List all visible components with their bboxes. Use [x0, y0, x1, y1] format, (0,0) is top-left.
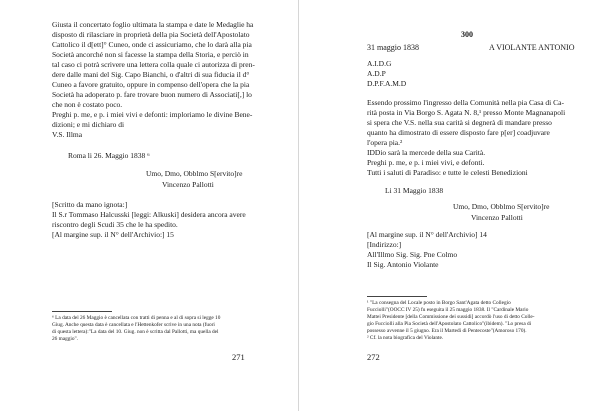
invocation: D.P.F.A.M.D: [367, 79, 407, 88]
body-line: disposto di rilasciare in proprietà della pia Società dell'Apostolato: [52, 30, 250, 39]
body-line: Cuneo a favore gratuito, oppure in compenso dell'opera che la pia: [52, 80, 250, 89]
signature-closing: Umo, Dmo, Obblmo S[ervito]re: [453, 202, 550, 211]
editorial-note: [Indirizzo:]: [367, 240, 402, 249]
body-line: rità posta in Via Borgo S. Agata N. 8,¹ presso Monte Magnanapoli: [367, 108, 566, 117]
signature-name: Vincenzo Pallotti: [471, 213, 523, 222]
body-line: Società ancorché non si facesse la stampa della Storia, e perciò in: [52, 50, 249, 59]
letter-header-date: 31 maggio 1838: [367, 43, 419, 52]
letter-number: 300: [461, 30, 473, 39]
body-line: dere dalle mani del Sig. Capo Bianchi, o d'altri di sua fiducia il d°: [52, 70, 250, 79]
invocation: A.I.D.G: [367, 59, 392, 68]
footnote-line: 26 maggio".: [52, 336, 78, 342]
body-line: IDDio sarà la mercede della sua Carità.: [367, 148, 486, 157]
body-line: dizioni; e mi dichiaro di: [52, 120, 125, 129]
editorial-note: Il Sig. Antonio Violante: [367, 260, 439, 269]
left-page: [0, 0, 298, 411]
letter-date: Li 31 Maggio 1838: [385, 186, 444, 195]
invocation: A.D.P: [367, 69, 386, 78]
editorial-note: [Scritto da mano ignota:]: [52, 200, 128, 209]
signature-closing: Umo, Dmo, Obblmo S[ervito]re: [146, 169, 243, 178]
right-page: [299, 0, 597, 411]
footnote-line: Giug. Anche questa data è cancellata e l'Hettenkofer scrive in una nota (fuori: [52, 322, 215, 328]
letter-date: Roma li 26. Maggio 1838 ⁶: [68, 151, 150, 160]
body-line: Giusta il concertato foglio ultimata la stampa e date le Medaglie ha: [52, 20, 254, 29]
footnote-line: ¹ "La consegna del Locale posto in Borgo Sant'Agata detto Collegio: [367, 300, 511, 306]
letter-recipient: A VIOLANTE ANTONIO: [489, 43, 575, 52]
body-line: l'opera pia.²: [367, 138, 403, 147]
footnote-line: Mattei Presidente [della Commissione dei sussidi] accordò l'uso di detto Colle-: [367, 314, 535, 320]
body-line: quanto ha dimostrato di essere disposto fare p[er] coadjuvare: [367, 128, 550, 137]
body-line: si spera che V.S. nella sua carità si degnerà di mandare presso: [367, 118, 552, 127]
signature-name: Vincenzo Pallotti: [162, 180, 214, 189]
editorial-note: Il S.r Tommaso Halcusski [leggi: Alkuski] desidera ancora avere: [52, 210, 246, 219]
editorial-note: All'Illmo Sig. Sig. Pne Colmo: [367, 250, 458, 259]
editorial-note: riscontro degli Scudi 35 che le ha spedito.: [52, 220, 178, 229]
editorial-note: [Al margine sup. il N° dell'Archivio] 14: [367, 230, 487, 239]
page-number: 271: [232, 352, 245, 362]
body-line: Essendo prossimo l'ingresso della Comunità nella pia Casa di Ca-: [367, 98, 564, 107]
page-number: 272: [367, 352, 380, 362]
editorial-note: [Al margine sup. il N° dell'Archivio:] 15: [52, 230, 174, 239]
footnote-line: gio Fucciolli alla Pia Società dell'Apostolato Cattolico"(ibidem). "Lo presa di: [367, 321, 532, 327]
footnote-line: di questa lettera):"La data del 10. Giug. non è scritta dal Pallotti, ma quella del: [52, 329, 219, 335]
body-line: tal caso ci potrà scrivere una lettera colla quale ci autorizza di pren-: [52, 60, 255, 69]
body-line: Tutti i saluti di Paradiso: e tutte le celesti Benedizioni: [367, 168, 528, 177]
body-line: V.S. Illma: [52, 130, 83, 139]
body-line: Preghi p. me, e p. i miei vivi, e defonti.: [367, 158, 485, 167]
footnote-rule: [52, 311, 112, 312]
body-line: che non è costato poco.: [52, 100, 123, 109]
footnote-rule: [367, 296, 427, 297]
footnote-line: Fucciolli"(OOCC IV 25) fu eseguita il 25 maggio 1838. Il "Cardinale Mario: [367, 307, 529, 313]
body-line: Cattolico il d[ett]° Cuneo, onde ci assicuriamo, che lo darà alla pia: [52, 40, 252, 49]
body-line: Società ha adoperato p. fare trovare buon numero di Associati[,] lo: [52, 90, 252, 99]
footnote-line: ⁶ La data del 26 Maggio è cancellata con tratti di penna e al di sopra si legge 10: [52, 315, 221, 321]
footnote-line: possesso avvenne il 5 giugno. Era il Martedì di Pentecoste"(Amoroso 170).: [367, 328, 527, 334]
body-line: Preghi p. me, e p. i miei vivi e defonti: imploriamo le divine Bene-: [52, 110, 253, 119]
footnote-line: ² Cf. la nota biografica del Violante.: [367, 335, 444, 341]
